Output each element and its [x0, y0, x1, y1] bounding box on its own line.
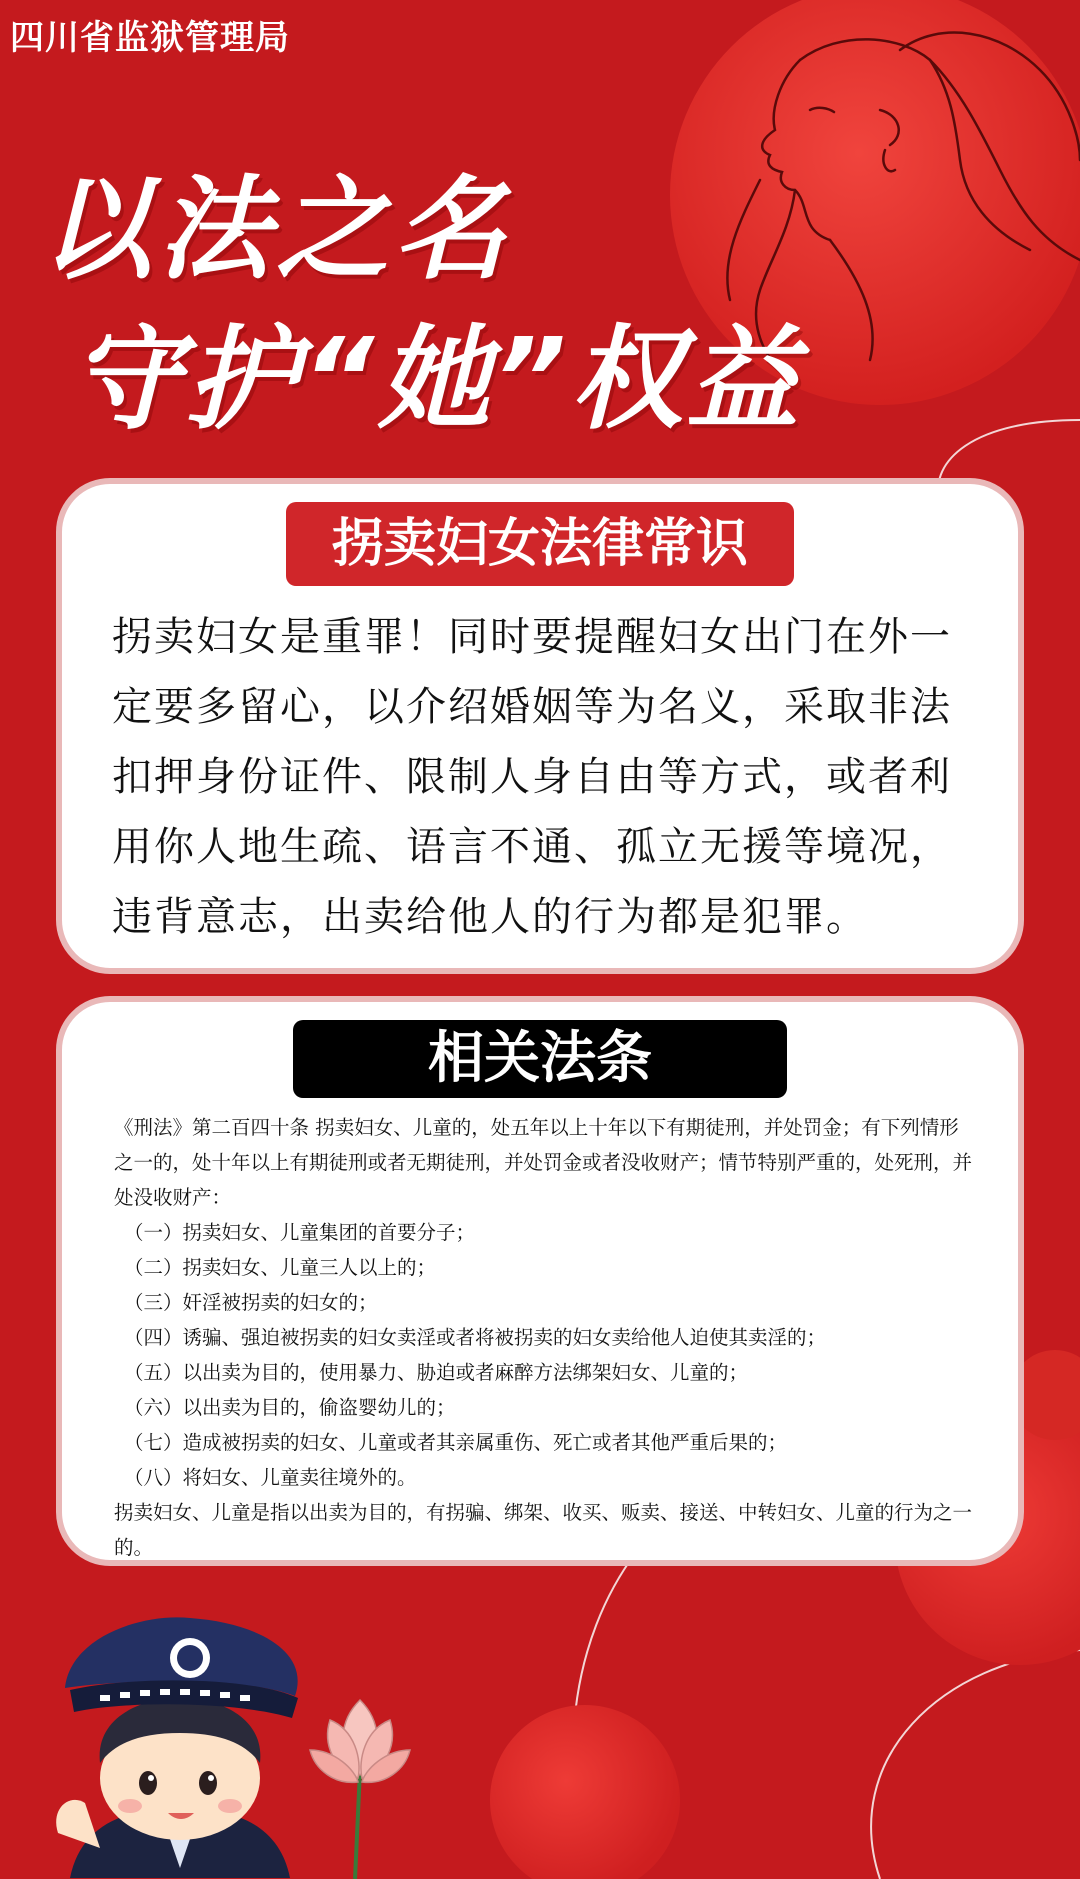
law-item: （四）诱骗、强迫被拐卖的妇女卖淫或者将被拐卖的妇女卖给他人迫使其卖淫的；	[124, 1326, 827, 1349]
legal-knowledge-card	[56, 478, 1024, 974]
legal-knowledge-text: 拐卖妇女是重罪！同时要提醒妇女出门在外一定要多留心，以介绍婚姻等为名义，采取非法扣押身份证件、限制人身自由等方式，或者利用你人地生疏、语言不通、孤立无援等境况，违背意志，出卖给他人的行为都是犯罪。	[112, 614, 952, 940]
related-law-heading: 相关法条	[293, 1020, 787, 1098]
law-outro: 拐卖妇女、儿童是指以出卖为目的，有拐骗、绑架、收买、贩卖、接送、中转妇女、儿童的行为之一的。	[114, 1501, 973, 1559]
law-item: （五）以出卖为目的，使用暴力、胁迫或者麻醉方法绑架妇女、儿童的；	[124, 1361, 749, 1384]
law-item: （三）奸淫被拐卖的妇女的；	[124, 1291, 378, 1314]
law-item: （二）拐卖妇女、儿童三人以上的；	[124, 1256, 437, 1279]
headline-line-2: 守护“她”权益	[70, 315, 803, 445]
law-item: （七）造成被拐卖的妇女、儿童或者其亲属重伤、死亡或者其他严重后果的；	[124, 1431, 788, 1454]
legal-knowledge-heading: 拐卖妇女法律常识	[286, 502, 794, 586]
law-item: （一）拐卖妇女、儿童集团的首要分子；	[124, 1221, 476, 1244]
lotus-flower-illustration	[300, 1690, 420, 1879]
related-law-card	[56, 996, 1024, 1566]
headline-line-1: 以法之名	[40, 165, 512, 295]
decor-circle-bottom	[490, 1705, 680, 1879]
related-law-text	[114, 1110, 976, 1565]
law-item: （六）以出卖为目的，偷盗婴幼儿的；	[124, 1396, 456, 1419]
law-intro: 《刑法》第二百四十条 拐卖妇女、儿童的，处五年以上十年以下有期徒刑，并处罚金；有下列情形之一的，处十年以上有期徒刑或者无期徒刑，并处罚金或者没收财产；情节特别严重的，处死刑，并处没收财产：	[114, 1116, 973, 1209]
decor-arc-2	[871, 1650, 1080, 1879]
law-item: （八）将妇女、儿童卖往境外的。	[124, 1466, 417, 1489]
organization-name: 四川省监狱管理局	[10, 18, 290, 58]
